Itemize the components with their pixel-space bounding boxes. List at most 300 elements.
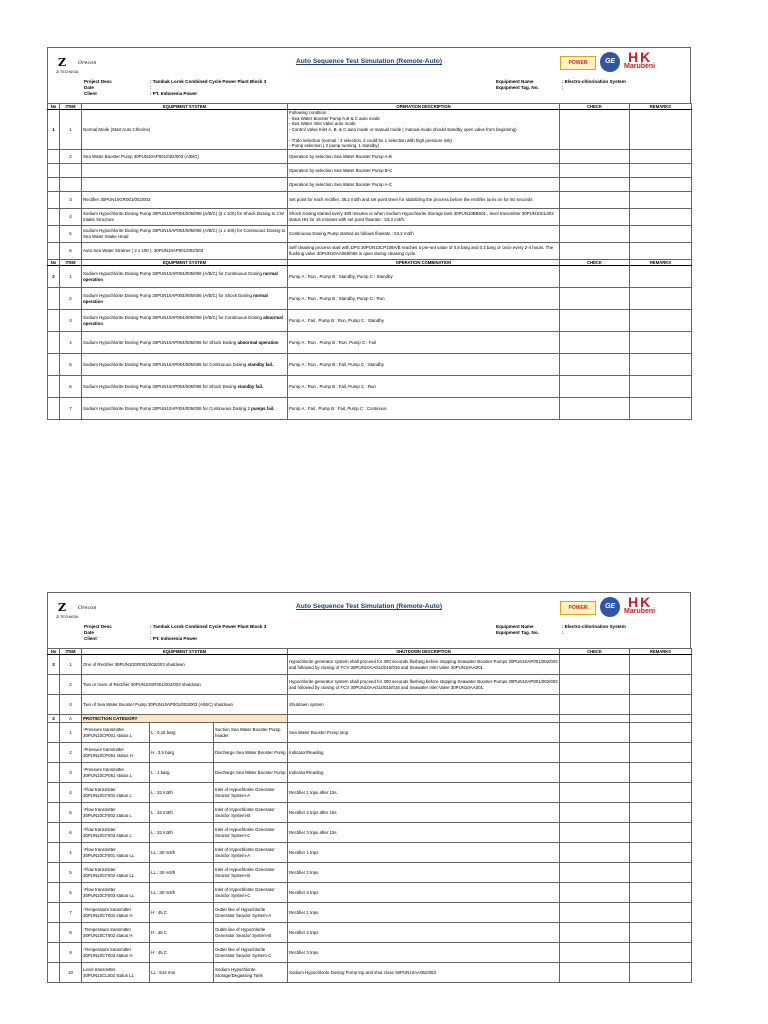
- remarks-cell: [630, 398, 692, 420]
- marubeni-logo: [624, 594, 680, 617]
- row-item: 4: [60, 332, 82, 354]
- table-row: [48, 923, 692, 943]
- row-number: [48, 723, 60, 743]
- client-value: : PT. Indonesia Power: [150, 91, 198, 96]
- row-item: 8: [60, 923, 82, 943]
- row-item: 3: [60, 191, 82, 208]
- row-item: 3: [60, 310, 82, 332]
- check-cell: [560, 903, 630, 923]
- project-desc-label: Project Desc: [84, 79, 112, 84]
- location: Inlet of Hypochlorite Generator Seaclor System-C: [214, 883, 288, 903]
- row-item: [60, 177, 82, 191]
- remarks-cell: [630, 266, 692, 288]
- equipment-text: Sodium Hypochlorite Dosing Pump 30PUN10AP004/005/006 for Continuous Dosing: [83, 361, 248, 367]
- date-label: Date: [84, 630, 94, 635]
- table-row: [48, 743, 692, 763]
- location: Outlet line of Hypochlorite Generator Seaclor System-C: [214, 943, 288, 963]
- table-row: [48, 310, 692, 332]
- action: Indicator/Reading: [288, 763, 560, 783]
- row-item: 6: [60, 376, 82, 398]
- equipment-system: Rectifier 30PUN10GR001/002/003: [82, 191, 288, 208]
- row-number: [48, 225, 60, 242]
- check-cell: [560, 398, 630, 420]
- setpoint: LL : 30 m3/h: [150, 863, 214, 883]
- column-header: CHECK: [560, 259, 630, 265]
- operation-mode: abnormal operation: [237, 339, 279, 345]
- remarks-cell: [630, 843, 692, 863]
- shutdown-description: Shutdown system: [288, 695, 560, 715]
- check-cell: [560, 675, 630, 695]
- check-cell: [560, 695, 630, 715]
- operation-mode: normal operation: [83, 293, 268, 304]
- table-row: [48, 723, 692, 743]
- row-item: 7: [60, 903, 82, 923]
- project-desc-value: : Tambak Lorok Combined Cycle Power Plant Block 3: [150, 624, 267, 629]
- transmitter: -Flow transmitter 30PUN10CF003 status LL: [82, 883, 150, 903]
- operation-description: Shock Dosing started every 480 minutes or when Sodium Hypochlorite Storage tank 30PUN10BB001 , level transmitter 30PUN10CL002 status HH for 15 minutes with set point flowrate : 53,3 m3/h.: [288, 208, 560, 225]
- check-cell: [560, 923, 630, 943]
- remarks-cell: [630, 675, 692, 695]
- table-row: [48, 225, 692, 242]
- row-item: 10: [60, 963, 82, 983]
- equipment-tag-value: :: [562, 85, 564, 90]
- row-item: 9: [60, 943, 82, 963]
- check-cell: [560, 149, 630, 163]
- company-name: ZI TECHASIA: [56, 70, 79, 74]
- client-label: Client: [84, 636, 97, 641]
- equipment-name-label: Equipment Name: [496, 624, 534, 629]
- check-cell: [560, 266, 630, 288]
- table-row: [48, 883, 692, 903]
- power-logo: POWER: [560, 56, 596, 70]
- remarks-cell: [630, 903, 692, 923]
- page-header: [47, 47, 691, 103]
- setpoint: L : 32 m3/h: [150, 823, 214, 843]
- table-row: [48, 695, 692, 715]
- row-item: 6: [60, 242, 82, 259]
- action: Rectifier 3 trips after 15s: [288, 823, 560, 843]
- action: Rectifier 3 trips: [288, 943, 560, 963]
- row-item: 4: [60, 783, 82, 803]
- check-cell: [560, 655, 630, 675]
- setpoint: H : 45 C: [150, 943, 214, 963]
- project-desc-label: Project Desc: [84, 624, 112, 629]
- location: Suction Sea Water Booster Pump header: [214, 723, 288, 743]
- equipment-text: Sodium Hypochlorite Dosing Pump 30PUN10AP004/005/006 for Continuous Dosing 2: [83, 405, 252, 411]
- equipment-tag-label: Equipment Tag. No.: [496, 85, 539, 90]
- equipment-system: [82, 332, 288, 354]
- table-row: [48, 398, 692, 420]
- transmitter: -Flow transmitter 30PUN10CF001 status L: [82, 783, 150, 803]
- row-number: [48, 354, 60, 376]
- equipment-system: Normal Mode (Start Auto Chlorine): [82, 110, 288, 150]
- table-row: [48, 675, 692, 695]
- operation-mode: standby fail.: [237, 383, 264, 389]
- equipment-text: Sodium Hypochlorite Dosing Pump 30PUN10AP004/005/006 (A/B/C) for Shock Dosing: [83, 293, 254, 298]
- equipment-tag-value: :: [562, 630, 564, 635]
- remarks-cell: [630, 723, 692, 743]
- row-item: 6: [60, 823, 82, 843]
- row-number: [48, 803, 60, 823]
- equipment-text: Sodium Hypochlorite Dosing Pump 30PUN10AP004/005/006 (A/B/C) for Continuous Dosing: [83, 315, 264, 320]
- row-item: 3: [60, 763, 82, 783]
- row-item: 1: [60, 723, 82, 743]
- action: Indicator/Reading: [288, 743, 560, 763]
- setpoint: H : 45 C: [150, 903, 214, 923]
- location: Inlet of Hypochlorite Generator Seaclor System-A: [214, 843, 288, 863]
- equipment-system: Sodium Hypochlorite Dosing Pump 30PUN10AP004/005/006 (A/B/C) (1 x 100) for Continuous Dosing to Sea Water Intake Head: [82, 225, 288, 242]
- table-row: [48, 149, 692, 163]
- check-cell: [560, 783, 630, 803]
- operation-mode: normal operation: [83, 271, 278, 282]
- row-item: 4: [60, 843, 82, 863]
- setpoint: L : 1 barg: [150, 763, 214, 783]
- action: Rectifier 3 trips: [288, 883, 560, 903]
- remarks-cell: [630, 242, 692, 259]
- remarks-cell: [630, 163, 692, 177]
- row-number: [48, 288, 60, 310]
- operation-combination: Pump A : Run , Pump B : Fail, Pump C : Standby: [288, 354, 560, 376]
- row-number: 2: [48, 266, 60, 288]
- shutdown-description: Hypochlorite generator system shall proceed for 300 seconds flushing before stopping Seawater Booster Pumps 30PUN10AP001/002/003 and followed by closing of FCV 30PUN10AA014/015/016 and Seawater Inlet Valve 30PUN10AA001.: [288, 675, 560, 695]
- client-value: : PT. Indonesia Power: [150, 636, 198, 641]
- location: Outlet line of Hypochlorite Generator Seaclor System-B: [214, 923, 288, 943]
- shutdown-description: [288, 715, 560, 723]
- operation-combination: Pump A : Run , Pump B : Standby, Pump C : Run: [288, 288, 560, 310]
- date-value: :: [150, 85, 152, 90]
- operation-description: Continuous Dosing Pump started as follows flowrate : 53,2 m3/h: [288, 225, 560, 242]
- transmitter: -Pressure transmitter 30PUN10CP051 status L: [82, 763, 150, 783]
- action: Rectifier 1 trips: [288, 843, 560, 863]
- check-cell: [560, 225, 630, 242]
- row-item: 4: [60, 208, 82, 225]
- check-cell: [560, 376, 630, 398]
- row-number: 4: [48, 715, 60, 723]
- operation-description: Set point for each rectifier, 38,2 m3/h and set point timer for stabilizing the process before the rectifier turns on for 60 seconds: [288, 191, 560, 208]
- transmitter: -Flow transmitter 30PUN10CF003 status L: [82, 823, 150, 843]
- equipment-info: [496, 79, 626, 91]
- transmitter: -Temperature transmitter 30PUN10CT001 status H: [82, 903, 150, 923]
- protection-category-label: PROTECTION CATEGORY: [82, 715, 288, 723]
- operation-combination: Pump A : Fail , Pump B : Run, Pump C : Standby: [288, 310, 560, 332]
- check-cell: [560, 177, 630, 191]
- column-header: No: [48, 104, 60, 110]
- transmitter: -Temperature transmitter 30PUN10CT002 status H: [82, 923, 150, 943]
- check-cell: [560, 110, 630, 150]
- operation-mode: pumps fail.: [251, 405, 275, 411]
- table-row: [48, 177, 692, 191]
- sequence-table-2: [47, 648, 692, 983]
- equipment-system: [82, 310, 288, 332]
- table-row: [48, 242, 692, 259]
- company-name: ZI TECHASIA: [56, 615, 79, 619]
- setpoint: H : 3,5 barg: [150, 743, 214, 763]
- row-number: [48, 163, 60, 177]
- setpoint: L : 32 m3/h: [150, 803, 214, 823]
- remarks-cell: [630, 883, 692, 903]
- table-row: [48, 191, 692, 208]
- zi-logo-icon: Z: [58, 56, 67, 69]
- transmitter: -Flow transmitter 30PUN10CF002 status L: [82, 803, 150, 823]
- remarks-cell: [630, 783, 692, 803]
- equipment-system: [82, 266, 288, 288]
- row-item: 1: [60, 110, 82, 150]
- row-number: [48, 843, 60, 863]
- partner-logo: Orecon: [78, 605, 97, 611]
- equipment-system: [82, 354, 288, 376]
- check-cell: [560, 763, 630, 783]
- table-row: [48, 288, 692, 310]
- action: Rectifier 2 trips: [288, 863, 560, 883]
- check-cell: [560, 191, 630, 208]
- row-item: 1: [60, 655, 82, 675]
- operation-description: Operation by selection Sea Water Booster Pump B-C: [288, 163, 560, 177]
- operation-description: Following condition : - Sea Water Booster Pump A,B & C auto mode - Sea Water Inlet Valve auto mode - Control Valve Inlet A, B, & C auto mode or manual mode ( manual mode should standby open valve from beginning) - Trafo selection (normal : 2 selection, it could be 1 selection with high pressure risk) - Pump selection ( 2 pump running, 1 standby): [288, 110, 560, 150]
- date-label: Date: [84, 85, 94, 90]
- row-number: [48, 208, 60, 225]
- column-header: CHECK: [560, 649, 630, 655]
- row-number: [48, 242, 60, 259]
- page-header: [47, 592, 691, 648]
- remarks-cell: [630, 191, 692, 208]
- row-number: [48, 963, 60, 983]
- document-title: Auto Sequence Test Simulation (Remote-Auto): [295, 603, 443, 610]
- column-header: ITEM: [60, 259, 82, 265]
- check-cell: [560, 163, 630, 177]
- equipment-system: Sodium Hypochlorite Dosing Pump 30PUN10AP004/005/006 (A/B/C) (2 x 100) for Shock Dosing to CW Intake Structure: [82, 208, 288, 225]
- column-header: REMARKS: [630, 104, 692, 110]
- location: Sodium Hypochlorite Storage/Degassing Tank: [214, 963, 288, 983]
- row-item: [60, 163, 82, 177]
- check-cell: [560, 863, 630, 883]
- remarks-cell: [630, 225, 692, 242]
- check-cell: [560, 288, 630, 310]
- remarks-cell: [630, 208, 692, 225]
- table-row: [48, 783, 692, 803]
- remarks-cell: [630, 963, 692, 983]
- operation-combination: Pump A : Fail , Pump B : Fail, Pump C : Continous: [288, 398, 560, 420]
- row-item: 5: [60, 225, 82, 242]
- column-header: EQUIPMENT SYSTEM: [82, 259, 288, 265]
- table-row: [48, 863, 692, 883]
- location: Discharge Sea Water Booster Pump: [214, 743, 288, 763]
- check-cell: [560, 242, 630, 259]
- setpoint: H : 45 C: [150, 923, 214, 943]
- row-item: 5: [60, 354, 82, 376]
- column-header: REMARKS: [630, 649, 692, 655]
- row-number: 3: [48, 655, 60, 675]
- transmitter: -Pressure transmitter 30PUN10CP001 status L: [82, 723, 150, 743]
- action: Sodium Hypochlorite Dosing Pump trip and shut close 30PUN10AA052/053: [288, 963, 560, 983]
- remarks-cell: [630, 823, 692, 843]
- sequence-table-1: [47, 103, 692, 420]
- hk-logo-text: HK: [628, 49, 653, 65]
- equipment-name-value: : Electro-chlorination System: [562, 79, 626, 84]
- remarks-cell: [630, 288, 692, 310]
- row-number: [48, 332, 60, 354]
- check-cell: [560, 823, 630, 843]
- column-header: ITEM: [60, 649, 82, 655]
- table-row: [48, 376, 692, 398]
- zi-logo-icon: Z: [58, 601, 67, 614]
- check-cell: [560, 743, 630, 763]
- row-number: [48, 149, 60, 163]
- remarks-cell: [630, 743, 692, 763]
- remarks-cell: [630, 354, 692, 376]
- column-header: No: [48, 649, 60, 655]
- row-number: [48, 823, 60, 843]
- row-number: [48, 310, 60, 332]
- row-number: [48, 943, 60, 963]
- ge-logo: GE: [600, 52, 620, 72]
- action: Rectifier 2 trips: [288, 923, 560, 943]
- equipment-name-value: : Electro-chlorination System: [562, 624, 626, 629]
- row-item: A: [60, 715, 82, 723]
- operation-combination: Pump A : Run , Pump B : Fail, Pump C : Run: [288, 376, 560, 398]
- column-header: No: [48, 259, 60, 265]
- hk-logo-text: HK: [628, 594, 653, 610]
- equipment-system: [82, 288, 288, 310]
- row-number: [48, 695, 60, 715]
- operation-mode: standby fail.: [247, 361, 274, 367]
- column-header: SHUTDOWN DESCRIPTION: [288, 649, 560, 655]
- column-header: EQUIPMENT SYSTEM: [82, 649, 288, 655]
- remarks-cell: [630, 655, 692, 675]
- column-header: ITEM: [60, 104, 82, 110]
- row-item: 2: [60, 675, 82, 695]
- operation-description: Operation by selection Sea Water Booster Pump A-B: [288, 149, 560, 163]
- row-item: 7: [60, 398, 82, 420]
- row-item: 5: [60, 803, 82, 823]
- check-cell: [560, 332, 630, 354]
- equipment-system: One of Rectifier 30PUN10GR001/002/003 shutdown: [82, 655, 288, 675]
- equipment-name-label: Equipment Name: [496, 79, 534, 84]
- setpoint: LL : 614 mm: [150, 963, 214, 983]
- row-item: 5: [60, 863, 82, 883]
- check-cell: [560, 803, 630, 823]
- equipment-system: Two or more of Rectifier 30PUN10GR001/002/003 shutdown: [82, 675, 288, 695]
- row-number: [48, 743, 60, 763]
- check-cell: [560, 310, 630, 332]
- row-number: [48, 903, 60, 923]
- table-row: [48, 163, 692, 177]
- operation-combination: Pump A : Run , Pump B : Standby, Pump C : Standby: [288, 266, 560, 288]
- action: Rectifier 1 trips: [288, 903, 560, 923]
- transmitter: -Pressure transmitter 30PUN10CP051 status H: [82, 743, 150, 763]
- operation-mode: abnormal operation: [83, 315, 283, 326]
- table-row: [48, 843, 692, 863]
- row-number: [48, 398, 60, 420]
- remarks-cell: [630, 943, 692, 963]
- remarks-cell: [630, 177, 692, 191]
- table-row: [48, 110, 692, 150]
- remarks-cell: [630, 695, 692, 715]
- transmitter: -Flow transmitter 30PUN10CF001 status LL: [82, 843, 150, 863]
- marubeni-logo: [624, 49, 680, 72]
- row-number: [48, 191, 60, 208]
- row-number: [48, 376, 60, 398]
- location: Inlet of Hypochlorite Generator Seaclor System-B: [214, 803, 288, 823]
- operation-combination: Pump A : Run , Pump B : Run, Pump C : Fail: [288, 332, 560, 354]
- location: Inlet of Hypochlorite Generator Seaclor System-A: [214, 783, 288, 803]
- row-item: 6: [60, 883, 82, 903]
- table-row: [48, 763, 692, 783]
- table-row: [48, 803, 692, 823]
- equipment-text: Sodium Hypochlorite Dosing Pump 30PUN10AP004/005/006 (A/B/C) for Continuous Dosing: [83, 271, 264, 276]
- marubeni-logo-text: Marubeni: [624, 63, 656, 70]
- row-number: [48, 675, 60, 695]
- partner-logo: Orecon: [78, 60, 97, 66]
- remarks-cell: [630, 803, 692, 823]
- equipment-system: [82, 163, 288, 177]
- row-item: 3: [60, 695, 82, 715]
- location: Discharge Sea Water Booster Pump: [214, 763, 288, 783]
- client-logos: [560, 49, 680, 72]
- action: Rectifier 2 trips after 15s: [288, 803, 560, 823]
- table-row: [48, 266, 692, 288]
- remarks-cell: [630, 110, 692, 150]
- equipment-system: [82, 177, 288, 191]
- equipment-system: Auto Sea Water Strainer ( 2 x 100 ), 30PUN10AP001/002/003: [82, 242, 288, 259]
- check-cell: [560, 715, 630, 723]
- action: Sea Water Booster Pump stop: [288, 723, 560, 743]
- remarks-cell: [630, 923, 692, 943]
- operation-description: Operation by selection Sea Water Booster Pump A-C: [288, 177, 560, 191]
- location: Inlet of Hypochlorite Generator Seaclor System-C: [214, 823, 288, 843]
- location: Outlet line of Hypochlorite Generator Seaclor System-A: [214, 903, 288, 923]
- row-number: 1: [48, 110, 60, 150]
- check-cell: [560, 883, 630, 903]
- row-number: [48, 763, 60, 783]
- protection-category-row: [48, 715, 692, 723]
- equipment-system: Sea Water Booster Pump 30PUN10AP001/002/003 (A/B/C): [82, 149, 288, 163]
- remarks-cell: [630, 310, 692, 332]
- table-row: [48, 823, 692, 843]
- row-number: [48, 783, 60, 803]
- equipment-text: Sodium Hypochlorite Dosing Pump 30PUN10AP004/005/006 for Shock Dosing: [83, 339, 238, 345]
- client-logos: [560, 594, 680, 617]
- equipment-system: [82, 376, 288, 398]
- remarks-cell: [630, 332, 692, 354]
- remarks-cell: [630, 149, 692, 163]
- check-cell: [560, 943, 630, 963]
- transmitter: -Flow transmitter 30PUN10CF002 status LL: [82, 863, 150, 883]
- remarks-cell: [630, 863, 692, 883]
- project-desc-value: : Tambak Lorok Combined Cycle Power Plant Block 3: [150, 79, 267, 84]
- remarks-cell: [630, 763, 692, 783]
- document-page-1: [47, 47, 691, 420]
- client-label: Client: [84, 91, 97, 96]
- remarks-cell: [630, 715, 692, 723]
- location: Inlet of Hypochlorite Generator Seaclor System-B: [214, 863, 288, 883]
- marubeni-logo-text: Marubeni: [624, 608, 656, 615]
- row-number: [48, 923, 60, 943]
- column-header: OPERATION COMBINATION: [288, 259, 560, 265]
- equipment-info: [496, 624, 626, 636]
- check-cell: [560, 354, 630, 376]
- table-row: [48, 354, 692, 376]
- ge-logo: GE: [600, 597, 620, 617]
- remarks-cell: [630, 376, 692, 398]
- equipment-system: Two of Sea Water Booster Pump 30PUN10AP001/002/003 (A/B/C) shutdown: [82, 695, 288, 715]
- row-item: 2: [60, 288, 82, 310]
- date-value: :: [150, 630, 152, 635]
- check-cell: [560, 843, 630, 863]
- table-row: [48, 655, 692, 675]
- column-header: CHECK: [560, 104, 630, 110]
- setpoint: LL : 30 m3/h: [150, 843, 214, 863]
- table-row: [48, 332, 692, 354]
